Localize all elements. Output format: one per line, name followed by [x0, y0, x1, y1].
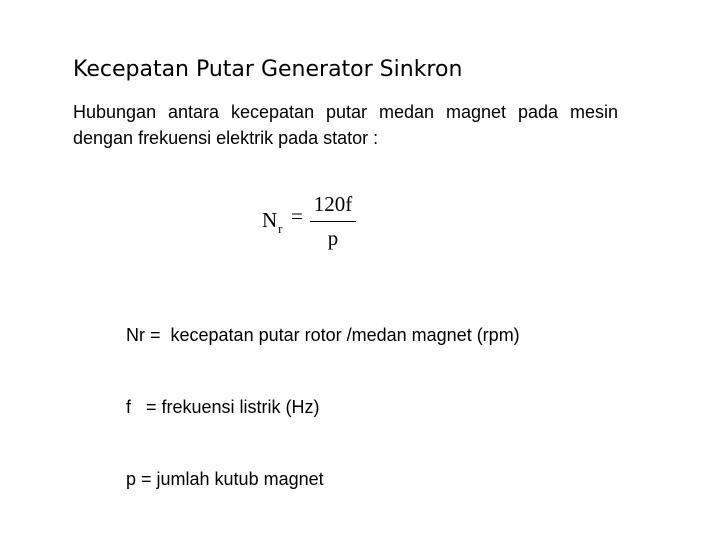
slide-title: Kecepatan Putar Generator Sinkron	[73, 57, 463, 82]
definition-f: f = frekuensi listrik (Hz)	[126, 397, 320, 417]
definitions-list	[126, 275, 520, 539]
speed-formula	[262, 192, 372, 252]
formula-lhs	[262, 208, 283, 236]
formula-equals: =	[291, 204, 303, 228]
definition-p: p = jumlah kutub magnet	[126, 469, 324, 489]
formula-denominator: p	[327, 226, 339, 250]
intro-paragraph: Hubungan antara kecepatan putar medan magnet pada mesin dengan frekuensi elektrik pada stator :	[73, 102, 618, 148]
formula-symbol: N	[262, 208, 278, 232]
formula-numerator: 120f	[313, 192, 353, 216]
formula-subscript: r	[278, 221, 283, 236]
fraction-bar	[310, 221, 356, 222]
definition-nr: Nr = kecepatan putar rotor /medan magnet (rpm)	[126, 325, 520, 345]
